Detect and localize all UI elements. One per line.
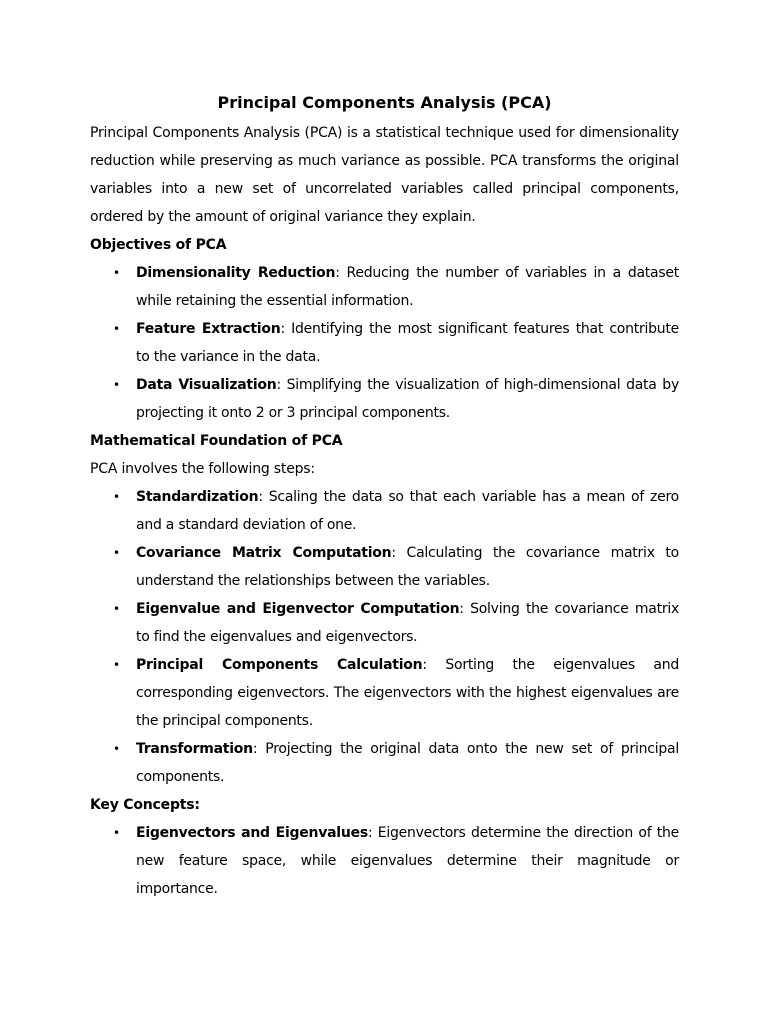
item-text: : Eigenvectors determine the direction of the new feature space, while eigenvalues determine their magnitude or importance.: [136, 825, 679, 897]
key-concepts-heading: Key Concepts:: [90, 797, 200, 813]
bullet-icon: •: [113, 546, 120, 560]
item-text: : Scaling the data so that each variable has a mean of zero and a standard deviation of one.: [136, 489, 679, 533]
list-item: [90, 371, 679, 427]
item-term: Eigenvectors and Eigenvalues: [136, 825, 368, 841]
objectives-heading: Objectives of PCA: [90, 237, 227, 253]
item-term: Transformation: [136, 741, 253, 757]
item-text: : Identifying the most significant features that contribute to the variance in the data.: [136, 321, 679, 365]
math-intro: PCA involves the following steps:: [90, 461, 315, 477]
bullet-icon: •: [113, 322, 120, 336]
document-page: [90, 91, 679, 903]
bullet-icon: •: [113, 378, 120, 392]
list-item: [90, 483, 679, 539]
objectives-list: [90, 259, 679, 427]
list-item: [90, 819, 679, 903]
list-item: [90, 595, 679, 651]
item-term: Covariance Matrix Computation: [136, 545, 392, 561]
key-concepts-list: [90, 819, 679, 903]
bullet-icon: •: [113, 742, 120, 756]
item-text: : Calculating the covariance matrix to understand the relationships between the variables.: [136, 545, 679, 589]
item-term: Eigenvalue and Eigenvector Computation: [136, 601, 460, 617]
bullet-icon: •: [113, 826, 120, 840]
item-term: Dimensionality Reduction: [136, 265, 336, 281]
list-item: [90, 259, 679, 315]
bullet-icon: •: [113, 266, 120, 280]
bullet-icon: •: [113, 490, 120, 504]
item-text: : Projecting the original data onto the new set of principal components.: [136, 741, 679, 785]
item-text: : Sorting the eigenvalues and corresponding eigenvectors. The eigenvectors with the highest eigenvalues are the principal components.: [136, 657, 679, 729]
item-term: Principal Components Calculation: [136, 657, 423, 673]
intro-paragraph: Principal Components Analysis (PCA) is a statistical technique used for dimensionality reduction while preserving as much variance as possible. PCA transforms the original variables into a new set of uncorrelated variables called principal components, ordered by the amount of original variance they explain.: [90, 125, 679, 225]
item-term: Standardization: [136, 489, 259, 505]
item-text: : Reducing the number of variables in a dataset while retaining the essential information.: [136, 265, 679, 309]
list-item: [90, 315, 679, 371]
math-steps-list: [90, 483, 679, 791]
item-text: : Simplifying the visualization of high-dimensional data by projecting it onto 2 or 3 principal components.: [136, 377, 679, 421]
bullet-icon: •: [113, 602, 120, 616]
list-item: [90, 539, 679, 595]
item-term: Feature Extraction: [136, 321, 281, 337]
list-item: [90, 735, 679, 791]
item-term: Data Visualization: [136, 377, 277, 393]
item-text: : Solving the covariance matrix to find the eigenvalues and eigenvectors.: [136, 601, 679, 645]
list-item: [90, 651, 679, 735]
math-heading: Mathematical Foundation of PCA: [90, 433, 343, 449]
bullet-icon: •: [113, 658, 120, 672]
page-title: Principal Components Analysis (PCA): [217, 93, 552, 112]
